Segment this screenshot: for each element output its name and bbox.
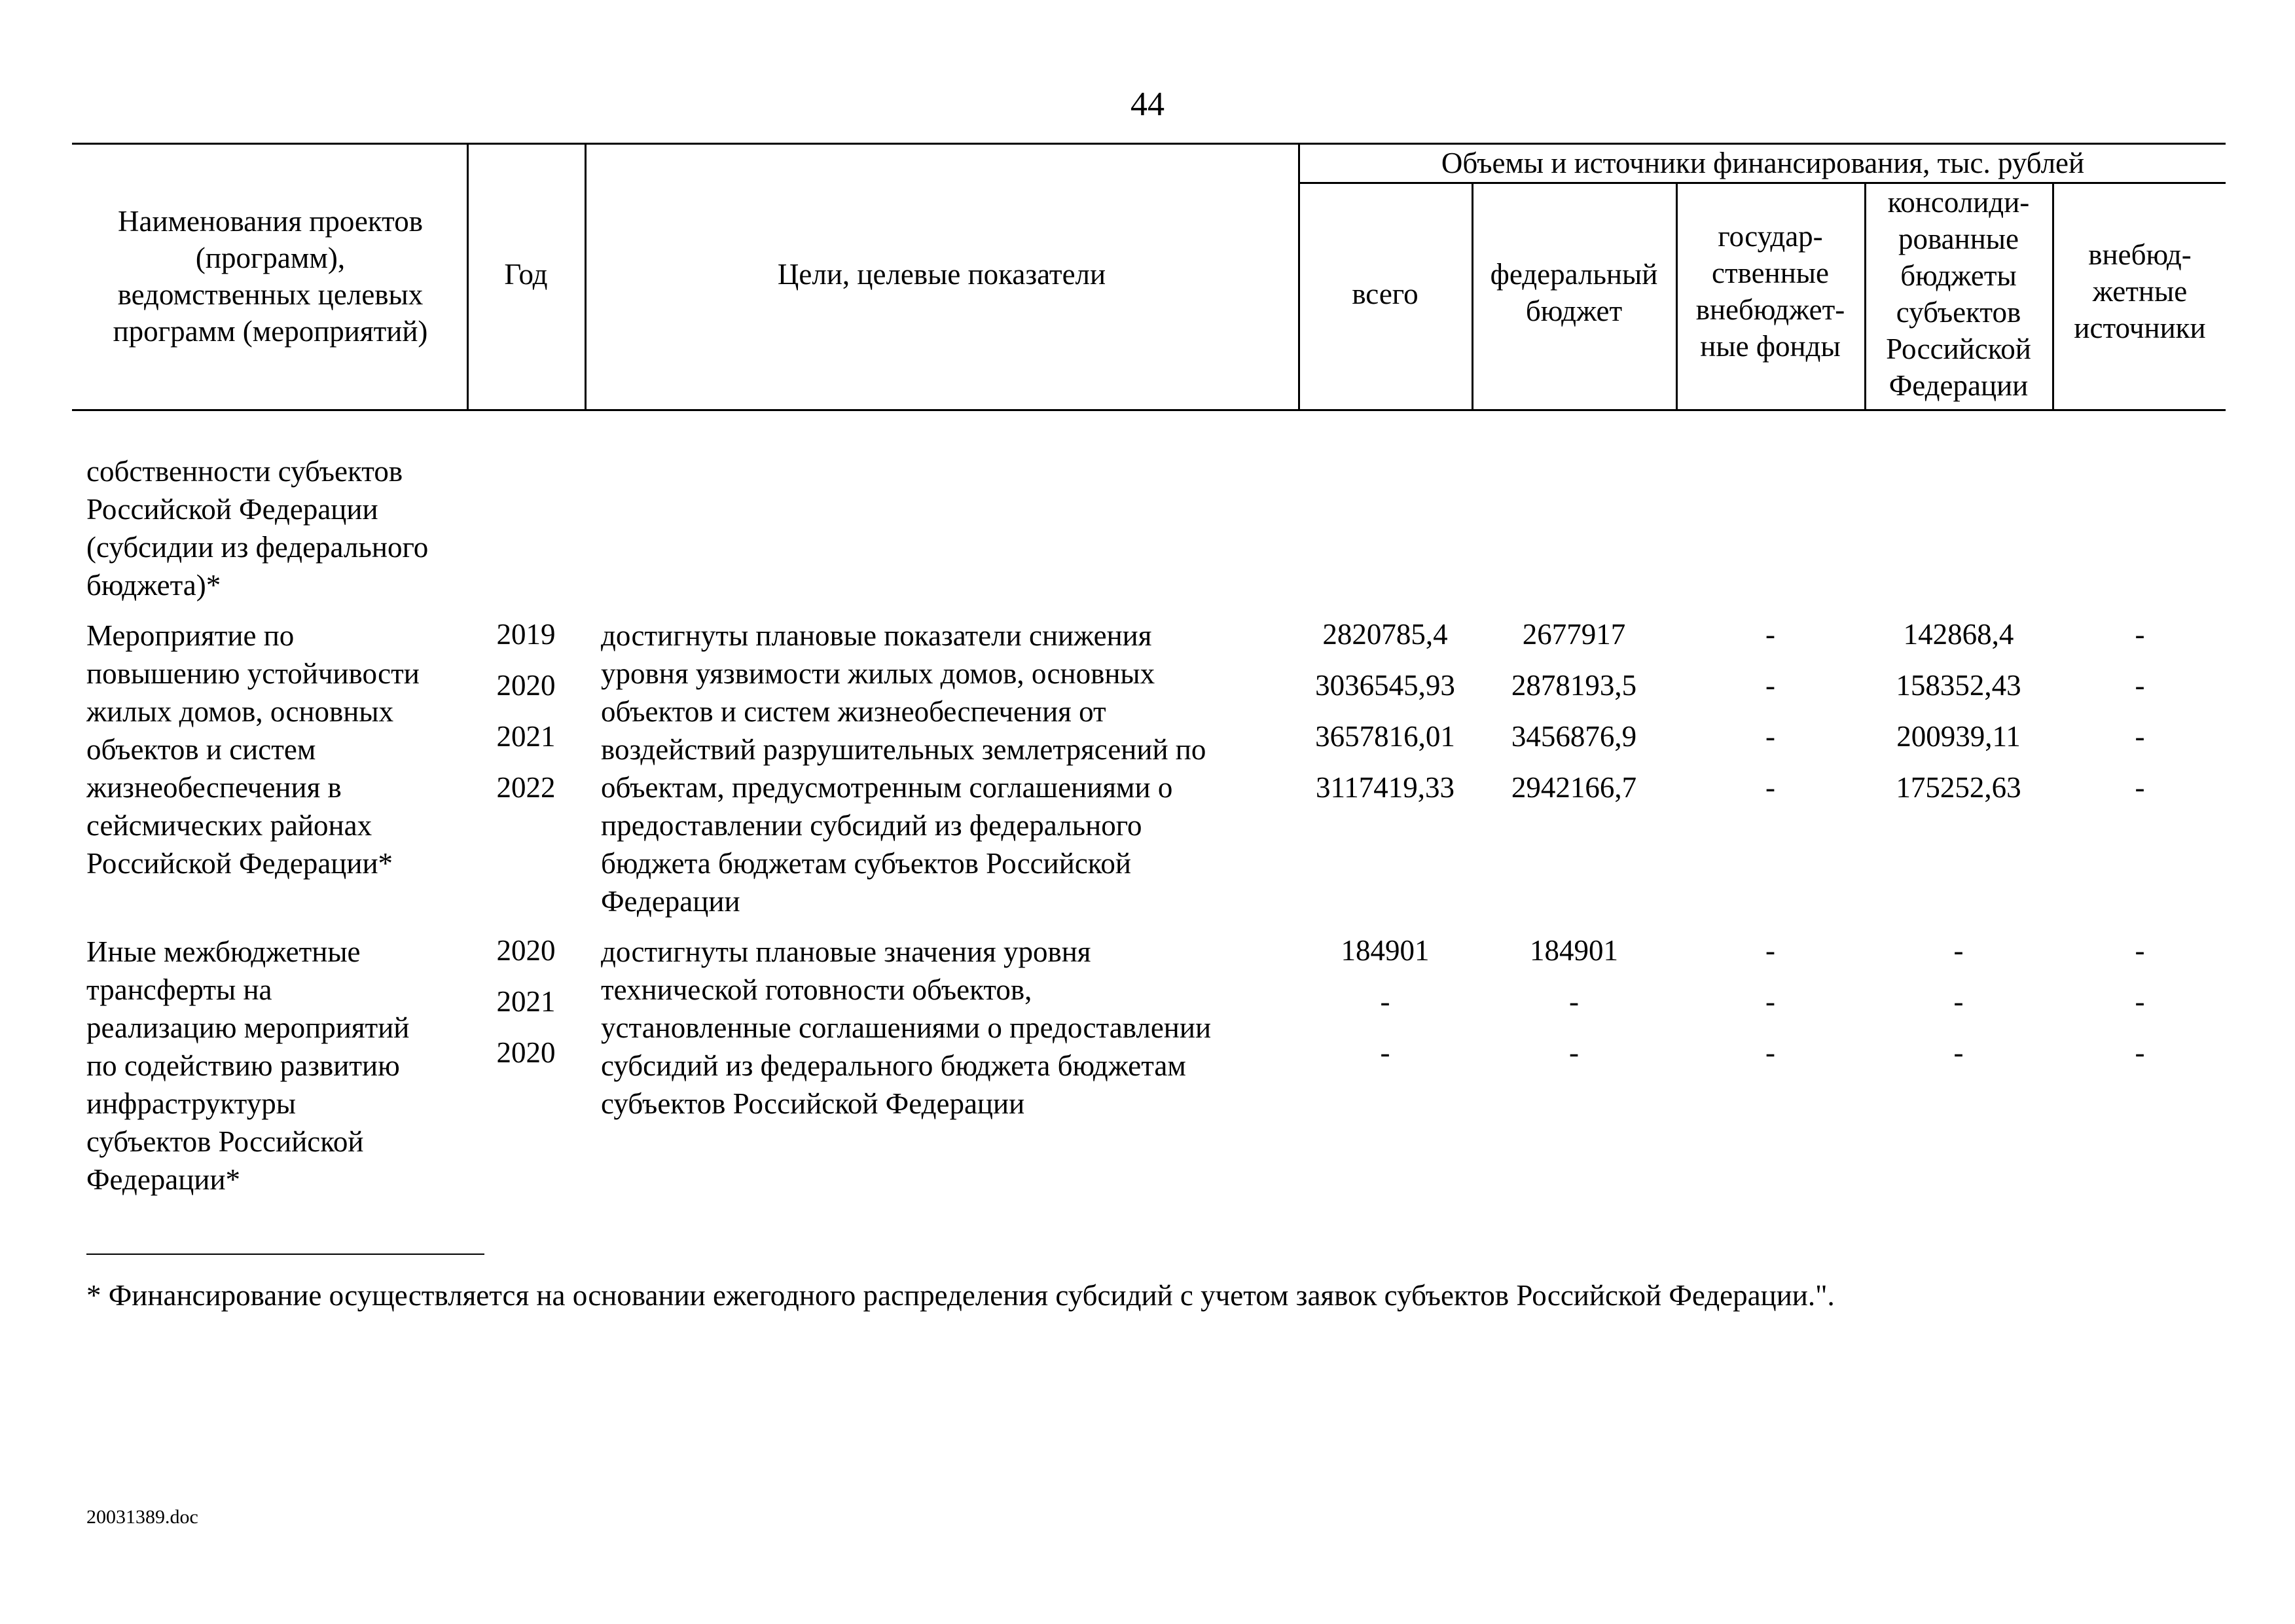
cell-federal: 184901 bbox=[1530, 934, 1618, 967]
header-bottom-rule bbox=[72, 409, 2226, 411]
footnote-separator bbox=[86, 1254, 484, 1255]
page-number: 44 bbox=[1130, 86, 1165, 123]
cell-regional: 175252,63 bbox=[1896, 771, 2021, 804]
cell-state-funds: - bbox=[1765, 934, 1775, 967]
header-total: всего bbox=[1352, 278, 1419, 310]
header-regional: консолиди- рованные бюджеты субъектов Российской Федерации bbox=[1886, 186, 2031, 402]
cell-state-funds: - bbox=[1765, 985, 1775, 1018]
cell-total: 2820785,4 bbox=[1322, 618, 1448, 651]
header-funding-group: Объемы и источники финансирования, тыс. рублей bbox=[1441, 147, 2085, 179]
header-state-funds: государ- ственные внебюджет- ные фонды bbox=[1695, 220, 1845, 363]
cell-year: 2021 bbox=[496, 720, 556, 753]
cell-federal: - bbox=[1569, 1036, 1579, 1069]
cell-extra: - bbox=[2135, 985, 2145, 1018]
cell-federal: 2677917 bbox=[1522, 618, 1626, 651]
cell-state-funds: - bbox=[1765, 618, 1775, 651]
cell-state-funds: - bbox=[1765, 1036, 1775, 1069]
cell-total: 3117419,33 bbox=[1315, 771, 1455, 804]
cell-regional: 200939,11 bbox=[1896, 720, 2021, 753]
cell-regional: 158352,43 bbox=[1896, 669, 2021, 702]
cell-year: 2022 bbox=[496, 771, 556, 804]
cell-total: 3036545,93 bbox=[1315, 669, 1455, 702]
table-row-seismic-goals: достигнуты плановые показатели снижения уровня уязвимости жилых домов, основных объектов и систем жизнеобеспечения от воздействий разрушительных землетрясений по объектам, предусмотренным соглашениями о предоставлении субсидий из федерального бюджета бюджетам субъектов Российской Федерации bbox=[601, 619, 1206, 918]
cell-federal: 3456876,9 bbox=[1511, 720, 1637, 753]
cell-state-funds: - bbox=[1765, 720, 1775, 753]
cell-year: 2020 bbox=[496, 1036, 556, 1069]
cell-extra: - bbox=[2135, 934, 2145, 967]
cell-year: 2020 bbox=[496, 934, 556, 967]
cell-state-funds: - bbox=[1765, 771, 1775, 804]
cell-federal: 2878193,5 bbox=[1511, 669, 1637, 702]
cell-extra: - bbox=[2135, 771, 2145, 804]
cell-year: 2019 bbox=[496, 618, 556, 651]
cell-year: 2021 bbox=[496, 985, 556, 1018]
cell-federal: - bbox=[1569, 985, 1579, 1018]
cell-total: - bbox=[1380, 985, 1390, 1018]
cell-federal: 2942166,7 bbox=[1511, 771, 1637, 804]
header-year: Год bbox=[504, 258, 548, 291]
cell-total: - bbox=[1380, 1036, 1390, 1069]
cell-extra: - bbox=[2135, 1036, 2145, 1069]
cell-year: 2020 bbox=[496, 669, 556, 702]
cell-state-funds: - bbox=[1765, 669, 1775, 702]
cell-regional: 142868,4 bbox=[1903, 618, 2014, 651]
cell-extra: - bbox=[2135, 618, 2145, 651]
cell-regional: - bbox=[1953, 934, 1964, 967]
table-row-continuation-name: собственности субъектов Российской Федерации (субсидии из федерального бюджета)* bbox=[86, 455, 429, 602]
header-name: Наименования проектов (программ), ведомственных целевых программ (мероприятий) bbox=[113, 205, 428, 348]
header-extra-budget: внебюд- жетные источники bbox=[2074, 238, 2206, 344]
cell-regional: - bbox=[1953, 985, 1964, 1018]
cell-extra: - bbox=[2135, 720, 2145, 753]
table-row-transfers-name: Иные межбюджетные трансферты на реализацию мероприятий по содействию развитию инфраструктуры субъектов Российской Федерации* bbox=[86, 935, 410, 1196]
cell-regional: - bbox=[1953, 1036, 1964, 1069]
header-federal: федеральный бюджет bbox=[1490, 258, 1658, 327]
document-filename: 20031389.doc bbox=[86, 1506, 198, 1528]
cell-total: 184901 bbox=[1341, 934, 1430, 967]
table-row-seismic-name: Мероприятие по повышению устойчивости жилых домов, основных объектов и систем жизнеобеспечения в сейсмических районах Российской Федерации* bbox=[86, 619, 420, 880]
cell-total: 3657816,01 bbox=[1315, 720, 1455, 753]
footnote: * Финансирование осуществляется на основании ежегодного распределения субсидий с учетом заявок субъектов Российской Федерации.". bbox=[86, 1279, 1835, 1312]
cell-extra: - bbox=[2135, 669, 2145, 702]
header-goals: Цели, целевые показатели bbox=[777, 258, 1106, 291]
table-row-transfers-goals: достигнуты плановые значения уровня технической готовности объектов, установленные соглашениями о предоставлении субсидий из федерального бюджета бюджетам субъектов Российской Федерации bbox=[601, 935, 1212, 1120]
